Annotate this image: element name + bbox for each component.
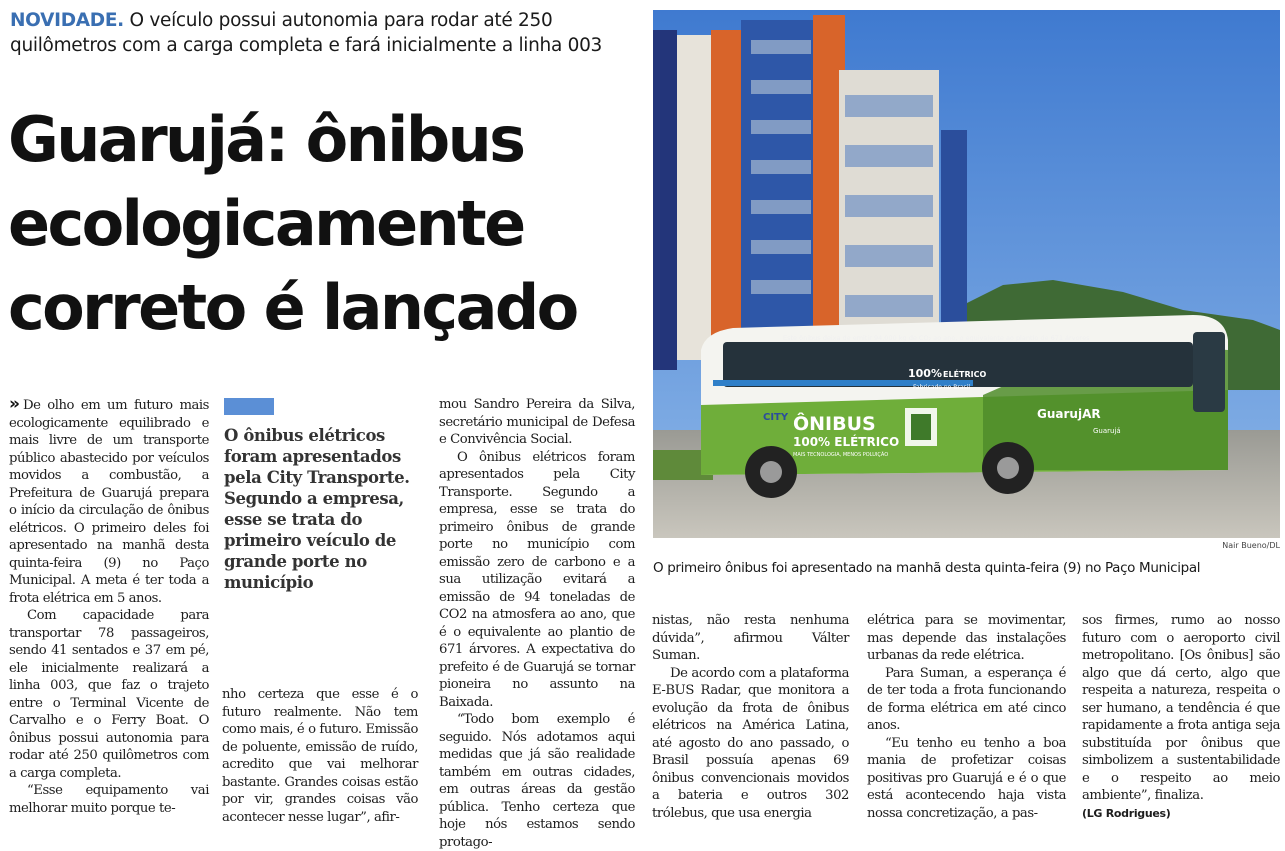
- bus-title-1: ÔNIBUS: [793, 413, 876, 435]
- author-signoff: (LG Rodrigues): [1082, 806, 1171, 820]
- pull-quote: O ônibus elétricos foram apresentados pela City Transporte. Segundo a empresa, esse se trata do primeiro veículo de grande porte no município: [224, 426, 410, 592]
- paragraph: “Eu tenho eu tenho a boa mania de profetizar coisas positivas pro Guarujá e é o que está acontecendo haja vista nossa concretização, a pas-: [867, 735, 1066, 821]
- headline: [8, 98, 658, 350]
- paragraph: “Esse equipamento vai melhorar muito porque te-: [9, 783, 209, 816]
- kicker: [10, 8, 650, 58]
- headline-line-1: Guarujá: ônibus: [8, 103, 524, 176]
- photo-credit: Nair Bueno/DL: [1222, 541, 1280, 550]
- pull-quote-bar: [224, 398, 274, 415]
- paragraph: nho certeza que esse é o futuro realmente. Não tem como mais, é o futuro. Emissão de poluente, emissão de ruído, acredito que vai melhorar bastante. Grandes coisas estão por vir, grandes coisas vão acontecer nesse lugar”, afir-: [222, 687, 418, 825]
- headline-line-3: correto é lançado: [8, 271, 577, 344]
- bus-made-in: Fabricado no Brasil: [913, 384, 970, 391]
- kicker-label: NOVIDADE.: [10, 10, 124, 31]
- paragraph: elétrica para se movimentar, mas depende das instalações urbanas da rede elétrica.: [867, 613, 1066, 663]
- bus-title-3: MAIS TECNOLOGIA, MENOS POLUIÇÃO: [793, 452, 889, 458]
- paragraph: “Todo bom exemplo é seguido. Nós adotamos aqui medidas que já são realidade também em outras cidades, em outras áreas da gestão pública. Tenho certeza que hoje nós estamos sendo protago-: [439, 712, 635, 850]
- bus-brand-sub: Guarujá: [1093, 427, 1121, 435]
- column-2: [222, 686, 418, 826]
- column-3: [439, 396, 635, 851]
- column-5: [867, 612, 1066, 822]
- column-4: [652, 612, 849, 822]
- article-photo: [653, 10, 1280, 538]
- bus-banner-100: 100%: [908, 367, 942, 380]
- paragraph: Com capacidade para transportar 78 passageiros, sendo 41 sentados e 37 em pé, ele inicialmente realizará a linha 003, que faz o trajeto entre o Terminal Vicente de Carvalho e o Ferry Boat. O ônibus possui autonomia para rodar até 250 quilômetros com a carga completa.: [9, 608, 209, 781]
- photo-caption: O primeiro ônibus foi apresentado na manhã desta quinta-feira (9) no Paço Municipal: [653, 560, 1201, 576]
- paragraph: mou Sandro Pereira da Silva, secretário municipal de Defesa e Convivência Social.: [439, 397, 635, 447]
- paragraph-text: De olho em um futuro mais ecologicamente equilibrado e mais livre de um transporte público abastecido por veículos movidos a combustão, a Prefeitura de Guarujá prepara o início da circulação de ônibus elétricos. O primeiro deles foi apresentado na manhã desta quinta-feira (9) no Paço Municipal. A meta é ter toda a frota elétrica em 5 anos.: [9, 398, 209, 606]
- paragraph: [9, 396, 209, 607]
- headline-line-2: ecologicamente: [8, 187, 524, 260]
- lead-chevron-icon: »: [9, 394, 17, 414]
- paragraph: De acordo com a plataforma E-BUS Radar, que monitora a evolução da frota de ônibus elétricos na América Latina, até agosto do ano passado, o Brasil possuía apenas 69 ônibus convencionais movidos a bateria e outros 302 trólebus, que usa energia: [652, 665, 849, 821]
- bus-city-logo: CITY: [763, 412, 789, 423]
- bus-qr-inner: [911, 414, 931, 440]
- paragraph: Para Suman, a esperança é de ter toda a frota funcionando de forma elétrica em até cinco anos.: [867, 665, 1066, 733]
- bus-brand: GuarujAR: [1037, 407, 1101, 421]
- column-1: [9, 396, 209, 817]
- column-6: [1082, 612, 1280, 822]
- paragraph: sos firmes, rumo ao nosso futuro com o aeroporto civil metropolitano. [Os ônibus] são algo que dá certo, algo que respeita a natureza, respeita o ser humano, a tendência é que rapidamente a frota antiga seja substituída por ônibus que simbolizem a sustentabilidade e o respeito ao meio ambiente”, finaliza.: [1082, 613, 1280, 803]
- photo-illustration: [653, 10, 1280, 538]
- bus-title-2: 100% ELÉTRICO: [793, 435, 900, 449]
- electric-bus: [701, 315, 1228, 498]
- kicker-text: O veículo possui autonomia para rodar até 250 quilômetros com a carga completa e fará inicialmente a linha 003: [10, 10, 603, 56]
- bus-banner-eletrico: ELÉTRICO: [943, 370, 987, 379]
- bus-top-text: Este ônibus deixa de emitir 94,000 kg de CO₂ ao ano, o equivalente ao plantio de 671 árvores: [783, 334, 1090, 342]
- paragraph: nistas, não resta nenhuma dúvida”, afirmou Válter Suman.: [652, 613, 849, 663]
- paragraph: O ônibus elétricos foram apresentados pela City Transporte. Segundo a empresa, esse se trata do primeiro ônibus de grande porte no município com emissão zero de carbono e a sua utilização evitará a emissão de 94 toneladas de CO2 na atmosfera ao ano, que é o equivalente ao plantio de 671 árvores. A expectativa do prefeito é de Guarujá se tornar pioneira no assunto na Baixada.: [439, 449, 635, 710]
